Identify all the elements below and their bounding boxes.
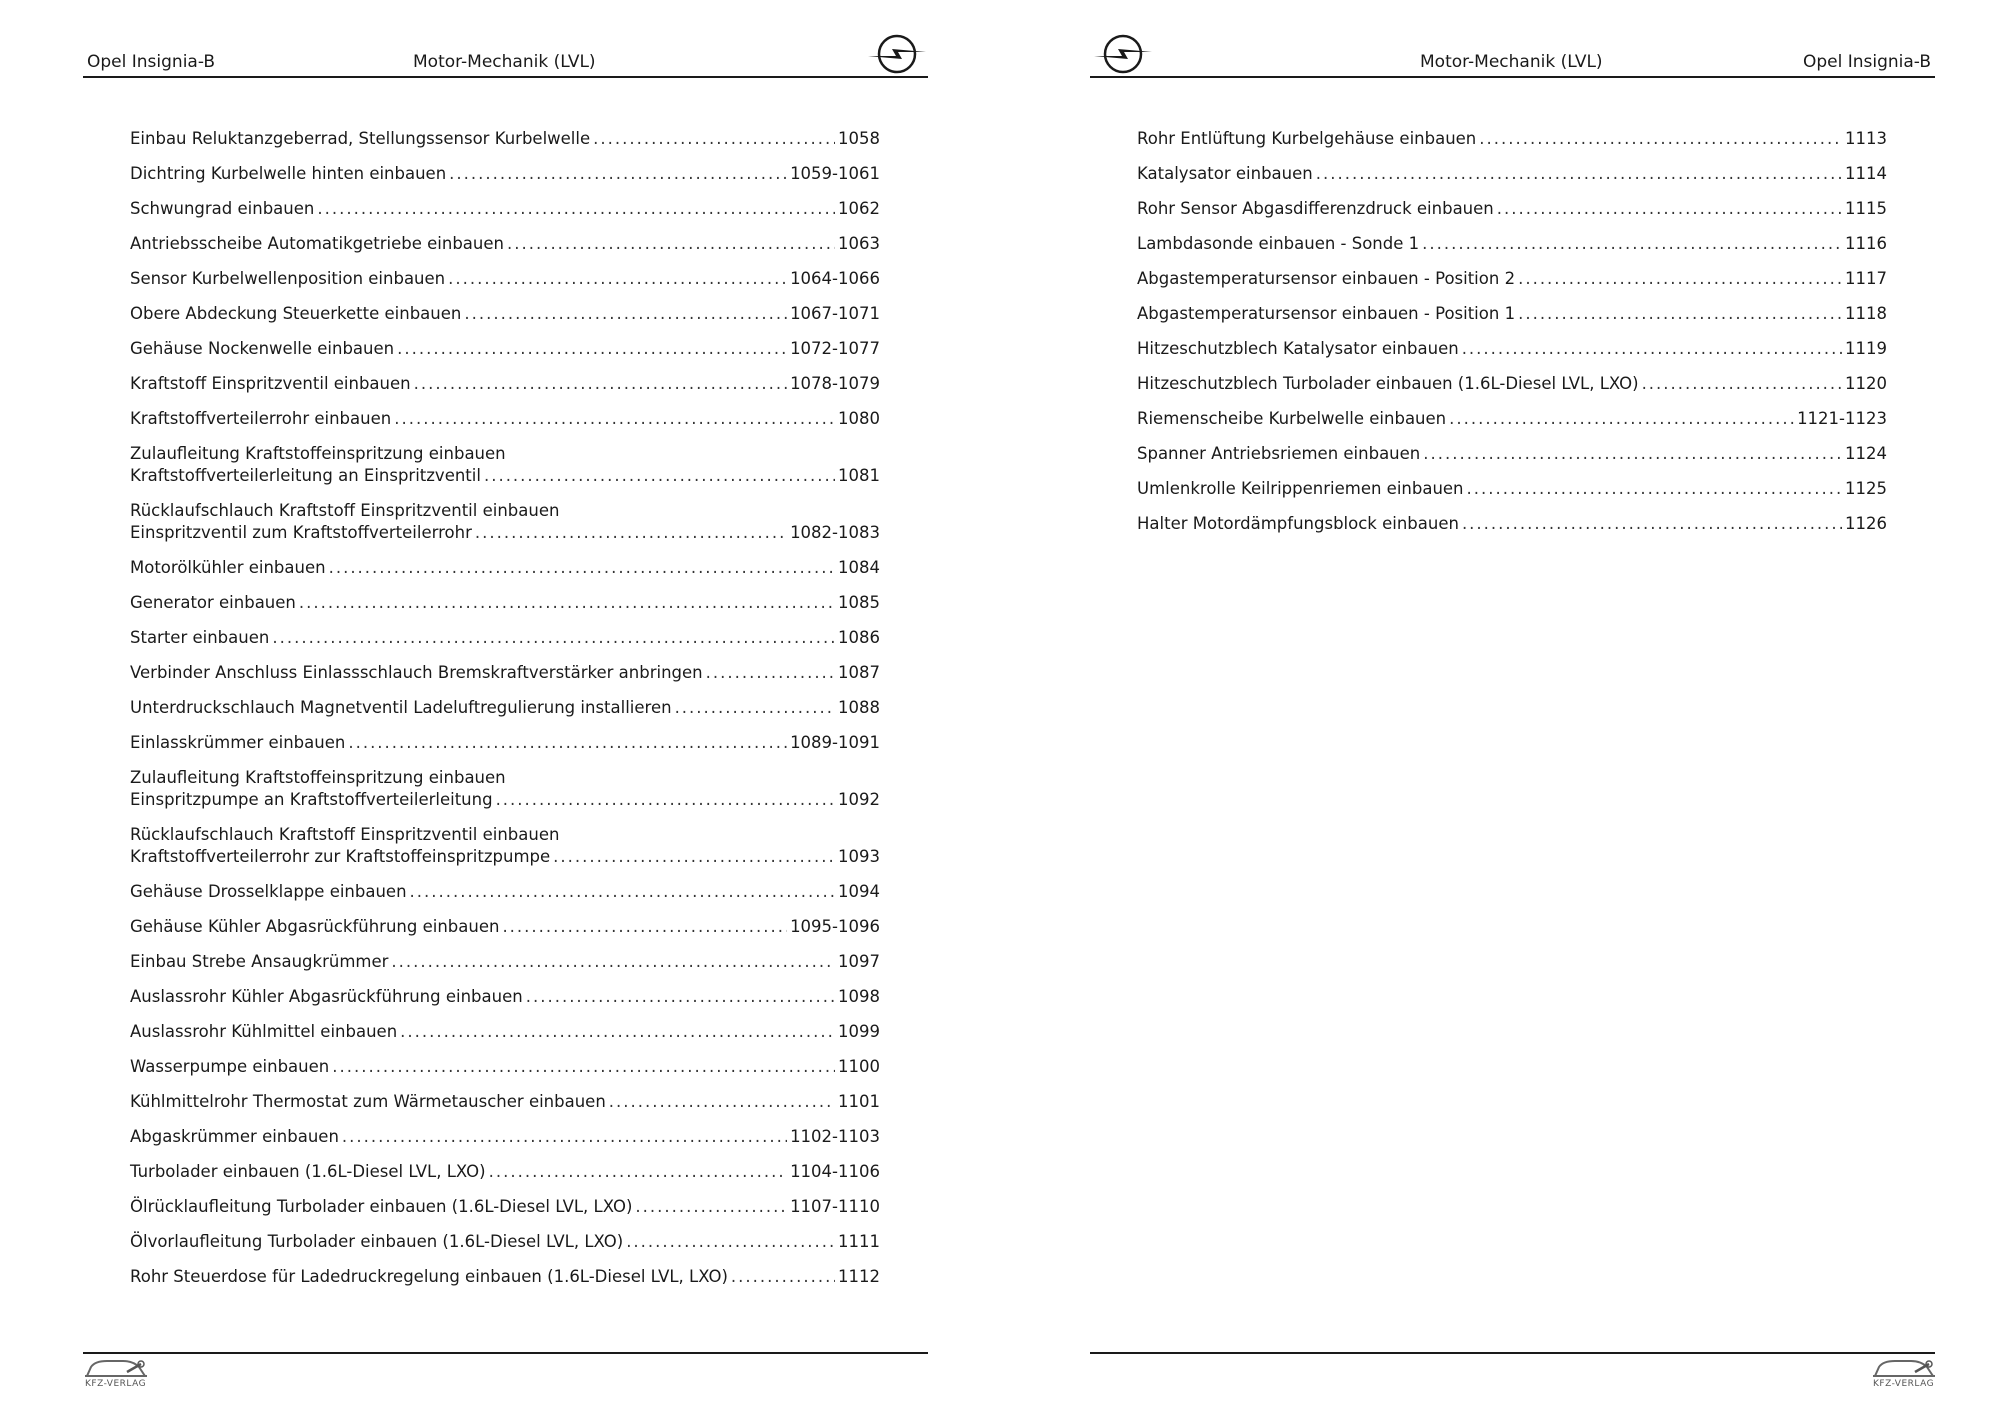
toc-entry-page-number: 1058 <box>838 129 880 148</box>
toc-entry[interactable] <box>130 1021 880 1043</box>
toc-entry[interactable] <box>1137 373 1887 395</box>
toc-entry-page-number: 1064-1066 <box>790 269 880 288</box>
toc-entry-page-number: 1089-1091 <box>790 733 880 752</box>
toc-entry-title: Generator einbauen <box>130 593 296 612</box>
toc-entry-title: Umlenkrolle Keilrippenriemen einbauen <box>1137 479 1464 498</box>
toc-entry-page-number: 1126 <box>1845 514 1887 533</box>
toc-entry-title: Einspritzventil zum Kraftstoffverteilerrohr <box>130 523 472 542</box>
toc-entry-page-number: 1104-1106 <box>790 1162 880 1181</box>
toc-entry[interactable] <box>130 373 880 395</box>
page-header <box>83 28 928 78</box>
toc-entry[interactable] <box>130 881 880 903</box>
kfz-verlag-logo <box>83 1358 149 1389</box>
dot-leader <box>1462 513 1842 535</box>
toc-entry[interactable] <box>1137 338 1887 360</box>
toc-entry-page-number: 1095-1096 <box>790 917 880 936</box>
opel-blitz-icon <box>1092 32 1154 74</box>
toc-entry-title: Einspritzpumpe an Kraftstoffverteilerleitung <box>130 790 493 809</box>
toc-entry-title: Halter Motordämpfungsblock einbauen <box>1137 514 1459 533</box>
toc-entry-page-number: 1088 <box>838 698 880 717</box>
kfz-verlag-logo-text: KFZ-VERLAG <box>85 1379 147 1389</box>
toc-entry-title: Obere Abdeckung Steuerkette einbauen <box>130 304 462 323</box>
toc-entry-page-number: 1081 <box>838 466 880 485</box>
toc-entry-page-number: 1080 <box>838 409 880 428</box>
toc-entry-page-number: 1116 <box>1845 234 1887 253</box>
dot-leader <box>706 662 835 684</box>
footer-rule <box>1090 1352 1935 1354</box>
toc-entry-title-line1: Rücklaufschlauch Kraftstoff Einspritzventil einbauen <box>130 825 560 844</box>
toc-entry-title: Rohr Steuerdose für Ladedruckregelung einbauen (1.6L-Diesel LVL, LXO) <box>130 1267 728 1286</box>
toc-entry-page-number: 1114 <box>1845 164 1887 183</box>
toc-entry-title: Katalysator einbauen <box>1137 164 1313 183</box>
toc-entry[interactable] <box>1137 513 1887 535</box>
toc-entry-page-number: 1125 <box>1845 479 1887 498</box>
toc-entry-page-number: 1097 <box>838 952 880 971</box>
toc-entry[interactable] <box>1137 128 1887 150</box>
dot-leader <box>1422 233 1842 255</box>
toc-entry-page-number: 1067-1071 <box>790 304 880 323</box>
toc-entry[interactable] <box>130 338 880 360</box>
dot-leader <box>1518 303 1842 325</box>
toc-entry[interactable] <box>130 916 880 938</box>
toc-entry-page-number: 1092 <box>838 790 880 809</box>
toc-entry[interactable] <box>130 627 880 649</box>
dot-leader <box>484 465 835 487</box>
toc-entry[interactable] <box>130 500 880 544</box>
toc-entry-title-line1: Zulaufleitung Kraftstoffeinspritzung einbauen <box>130 768 506 787</box>
toc-entry[interactable] <box>1137 233 1887 255</box>
toc-entry[interactable] <box>130 767 880 811</box>
toc-entry[interactable] <box>130 824 880 868</box>
dot-leader <box>400 1021 835 1043</box>
right-page <box>1090 0 1935 1413</box>
toc-entry-title: Riemenscheibe Kurbelwelle einbauen <box>1137 409 1447 428</box>
toc-entry-page-number: 1062 <box>838 199 880 218</box>
dot-leader <box>1518 268 1842 290</box>
toc-entry[interactable] <box>130 951 880 973</box>
toc-entry-title: Hitzeschutzblech Turbolader einbauen (1.6L-Diesel LVL, LXO) <box>1137 374 1639 393</box>
dot-leader <box>317 198 835 220</box>
dot-leader <box>410 881 835 903</box>
dot-leader <box>1316 163 1842 185</box>
toc-entry[interactable] <box>1137 478 1887 500</box>
opel-blitz-icon <box>866 32 928 74</box>
toc-entry-page-number: 1099 <box>838 1022 880 1041</box>
toc-entry-page-number: 1087 <box>838 663 880 682</box>
toc-entry-page-number: 1112 <box>838 1267 880 1286</box>
toc-entry-page-number: 1120 <box>1845 374 1887 393</box>
toc-entry-title: Verbinder Anschluss Einlassschlauch Bremskraftverstärker anbringen <box>130 663 703 682</box>
dot-leader <box>272 627 835 649</box>
dot-leader <box>526 986 835 1008</box>
dot-leader <box>1462 338 1842 360</box>
toc-entry-page-number: 1059-1061 <box>790 164 880 183</box>
toc-entry-title: Abgastemperatursensor einbauen - Position 1 <box>1137 304 1516 323</box>
dot-leader <box>464 303 787 325</box>
header-brand: Opel Insignia-B <box>1802 52 1931 72</box>
dot-leader <box>1642 373 1842 395</box>
dot-leader <box>1449 408 1794 430</box>
toc-entry-page-number: 1111 <box>838 1232 880 1251</box>
dot-leader <box>348 732 787 754</box>
footer-rule <box>83 1352 928 1354</box>
dot-leader <box>329 557 835 579</box>
toc-entry-title: Spanner Antriebsriemen einbauen <box>1137 444 1421 463</box>
toc-entry-page-number: 1118 <box>1845 304 1887 323</box>
toc-entry[interactable] <box>130 268 880 290</box>
dot-leader <box>593 128 835 150</box>
toc-entry[interactable] <box>1137 303 1887 325</box>
toc-entry[interactable] <box>1137 163 1887 185</box>
toc-entry-page-number: 1098 <box>838 987 880 1006</box>
toc-entry-title: Rohr Entlüftung Kurbelgehäuse einbauen <box>1137 129 1477 148</box>
toc-entry-title: Ölvorlaufleitung Turbolader einbauen (1.6L-Diesel LVL, LXO) <box>130 1232 624 1251</box>
header-brand: Opel Insignia-B <box>87 52 216 72</box>
dot-leader <box>507 233 835 255</box>
toc-entry-title: Schwungrad einbauen <box>130 199 315 218</box>
toc-entry-title: Einlasskrümmer einbauen <box>130 733 346 752</box>
dot-leader <box>342 1126 787 1148</box>
dot-leader <box>391 951 835 973</box>
toc-entry[interactable] <box>1137 268 1887 290</box>
dot-leader <box>397 338 787 360</box>
toc-entry[interactable] <box>130 1266 880 1288</box>
toc-entry-title: Abgaskrümmer einbauen <box>130 1127 339 1146</box>
toc-entry[interactable] <box>130 1196 880 1218</box>
left-page <box>83 0 928 1413</box>
toc-entry[interactable] <box>130 128 880 150</box>
dot-leader <box>332 1056 835 1078</box>
toc-entry-title: Kraftstoffverteilerrohr einbauen <box>130 409 392 428</box>
dot-leader <box>448 268 787 290</box>
toc-entry-page-number: 1119 <box>1845 339 1887 358</box>
toc-entry-page-number: 1085 <box>838 593 880 612</box>
toc-entry-title-line1: Rücklaufschlauch Kraftstoff Einspritzventil einbauen <box>130 501 560 520</box>
toc-entry[interactable] <box>130 233 880 255</box>
dot-leader <box>414 373 787 395</box>
toc-entry-title: Kühlmittelrohr Thermostat zum Wärmetauscher einbauen <box>130 1092 606 1111</box>
toc-entry-page-number: 1107-1110 <box>790 1197 880 1216</box>
dot-leader <box>1423 443 1842 465</box>
kfz-verlag-car-logo-icon <box>1871 1358 1937 1380</box>
dot-leader <box>502 916 787 938</box>
toc-entry-page-number: 1086 <box>838 628 880 647</box>
toc-entry-title: Kraftstoffverteilerleitung an Einspritzventil <box>130 466 481 485</box>
dot-leader <box>496 789 835 811</box>
toc-entry[interactable] <box>130 557 880 579</box>
toc-entry-title: Gehäuse Drosselklappe einbauen <box>130 882 407 901</box>
toc-entry-title: Gehäuse Nockenwelle einbauen <box>130 339 395 358</box>
toc-entry[interactable] <box>1137 443 1887 465</box>
toc-entry-page-number: 1115 <box>1845 199 1887 218</box>
toc-entry-title: Kraftstoffverteilerrohr zur Kraftstoffeinspritzpumpe <box>130 847 551 866</box>
table-of-contents-right <box>1137 128 1887 535</box>
kfz-verlag-logo <box>1871 1358 1937 1389</box>
dot-leader <box>475 522 787 544</box>
toc-entry[interactable] <box>130 662 880 684</box>
toc-entry-title-line1: Zulaufleitung Kraftstoffeinspritzung einbauen <box>130 444 506 463</box>
toc-entry-title: Abgastemperatursensor einbauen - Position 2 <box>1137 269 1516 288</box>
kfz-verlag-car-logo-icon <box>83 1358 149 1380</box>
toc-entry-title: Lambdasonde einbauen - Sonde 1 <box>1137 234 1420 253</box>
toc-entry-title: Kraftstoff Einspritzventil einbauen <box>130 374 411 393</box>
toc-entry-page-number: 1102-1103 <box>790 1127 880 1146</box>
toc-entry-page-number: 1072-1077 <box>790 339 880 358</box>
toc-entry[interactable] <box>130 443 880 487</box>
toc-entry-title: Einbau Reluktanzgeberrad, Stellungssensor Kurbelwelle <box>130 129 591 148</box>
toc-entry[interactable] <box>130 1161 880 1183</box>
toc-entry[interactable] <box>130 697 880 719</box>
toc-entry-title: Ölrücklaufleitung Turbolader einbauen (1.6L-Diesel LVL, LXO) <box>130 1197 633 1216</box>
toc-entry[interactable] <box>130 1056 880 1078</box>
toc-entry[interactable] <box>1137 198 1887 220</box>
toc-entry-title: Rohr Sensor Abgasdifferenzdruck einbauen <box>1137 199 1494 218</box>
toc-entry-page-number: 1094 <box>838 882 880 901</box>
header-section-title: Motor-Mechanik (LVL) <box>413 52 596 72</box>
toc-entry-title: Einbau Strebe Ansaugkrümmer <box>130 952 389 971</box>
toc-entry-title: Gehäuse Kühler Abgasrückführung einbauen <box>130 917 500 936</box>
dot-leader <box>299 592 835 614</box>
dot-leader <box>553 846 835 868</box>
table-of-contents-left <box>130 128 880 1288</box>
toc-entry-page-number: 1078-1079 <box>790 374 880 393</box>
toc-entry-title: Auslassrohr Kühler Abgasrückführung einbauen <box>130 987 523 1006</box>
toc-entry[interactable] <box>130 1126 880 1148</box>
toc-entry-title: Antriebsscheibe Automatikgetriebe einbauen <box>130 234 504 253</box>
toc-entry-title: Dichtring Kurbelwelle hinten einbauen <box>130 164 447 183</box>
header-section-title: Motor-Mechanik (LVL) <box>1420 52 1603 72</box>
dot-leader <box>489 1161 787 1183</box>
toc-entry-page-number: 1063 <box>838 234 880 253</box>
toc-entry[interactable] <box>130 198 880 220</box>
dot-leader <box>449 163 787 185</box>
dot-leader <box>675 697 835 719</box>
dot-leader <box>626 1231 835 1253</box>
toc-entry[interactable] <box>1137 408 1887 430</box>
toc-entry[interactable] <box>130 1091 880 1113</box>
toc-entry[interactable] <box>130 986 880 1008</box>
toc-entry-page-number: 1082-1083 <box>790 523 880 542</box>
toc-entry-title: Sensor Kurbelwellenposition einbauen <box>130 269 446 288</box>
dot-leader <box>609 1091 835 1113</box>
toc-entry[interactable] <box>130 592 880 614</box>
toc-entry[interactable] <box>130 408 880 430</box>
dot-leader <box>1497 198 1842 220</box>
toc-entry[interactable] <box>130 303 880 325</box>
toc-entry-title: Motorölkühler einbauen <box>130 558 326 577</box>
toc-entry-page-number: 1100 <box>838 1057 880 1076</box>
dot-leader <box>731 1266 835 1288</box>
dot-leader <box>394 408 835 430</box>
toc-entry-title: Auslassrohr Kühlmittel einbauen <box>130 1022 398 1041</box>
toc-entry-page-number: 1084 <box>838 558 880 577</box>
page-header <box>1090 28 1935 78</box>
dot-leader <box>1479 128 1842 150</box>
kfz-verlag-logo-text: KFZ-VERLAG <box>1873 1379 1935 1389</box>
toc-entry-title: Wasserpumpe einbauen <box>130 1057 330 1076</box>
toc-entry-page-number: 1101 <box>838 1092 880 1111</box>
toc-entry-title: Starter einbauen <box>130 628 270 647</box>
toc-entry-page-number: 1117 <box>1845 269 1887 288</box>
toc-entry-page-number: 1113 <box>1845 129 1887 148</box>
toc-entry-title: Turbolader einbauen (1.6L-Diesel LVL, LXO) <box>130 1162 486 1181</box>
dot-leader <box>1467 478 1842 500</box>
toc-entry-title: Hitzeschutzblech Katalysator einbauen <box>1137 339 1459 358</box>
toc-entry[interactable] <box>130 732 880 754</box>
toc-entry-page-number: 1121-1123 <box>1797 409 1887 428</box>
toc-entry-title: Unterdruckschlauch Magnetventil Ladeluftregulierung installieren <box>130 698 672 717</box>
dot-leader <box>635 1196 787 1218</box>
toc-entry[interactable] <box>130 1231 880 1253</box>
toc-entry-page-number: 1093 <box>838 847 880 866</box>
toc-entry-page-number: 1124 <box>1845 444 1887 463</box>
toc-entry[interactable] <box>130 163 880 185</box>
